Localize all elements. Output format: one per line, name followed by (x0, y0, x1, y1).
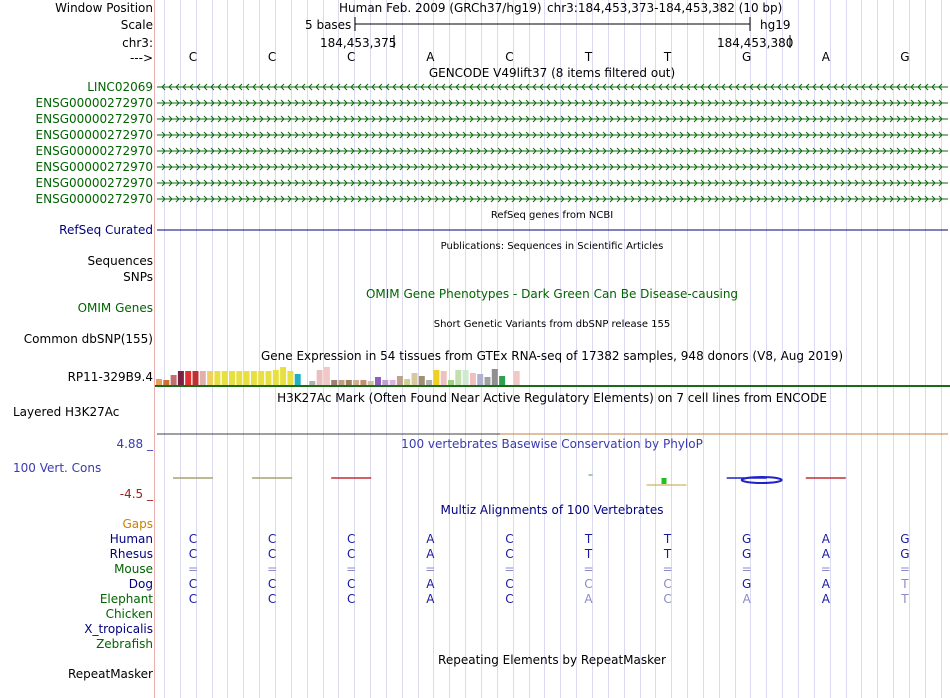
gencode-item-label: ENSG00000272970 (35, 192, 153, 206)
aligned-base: = (899, 562, 910, 576)
gtex-tissue-bar (331, 380, 337, 385)
gtex-tissue-bar (244, 371, 250, 385)
gtex-tissue-bar (171, 375, 177, 385)
aligned-base: G (900, 532, 910, 546)
gtex-tissue-bar (317, 370, 323, 385)
aligned-base: C (505, 532, 514, 546)
aligned-base: G (742, 577, 752, 591)
aligned-base: A (821, 577, 830, 591)
aligned-base: C (584, 577, 593, 591)
assembly-title: Human Feb. 2009 (GRCh37/hg19) (339, 1, 542, 15)
gtex-tissue-bar (258, 371, 264, 385)
aligned-base: C (267, 532, 277, 546)
scale-db-label: hg19 (760, 18, 791, 32)
ruler-base: C (188, 50, 198, 64)
gencode-item-label: ENSG00000272970 (35, 160, 153, 174)
aligned-base: = (187, 562, 199, 576)
gtex-tissue-bar (441, 371, 447, 385)
aligned-base: = (820, 562, 831, 576)
aligned-base: G (900, 547, 910, 561)
species-label: Chicken (105, 607, 153, 621)
gtex-tissue-bar (309, 381, 315, 385)
aligned-base: C (188, 592, 198, 606)
chrom-label: chr3: (122, 36, 153, 50)
gtex-tissue-bar (339, 380, 345, 385)
gtex-tissue-bar (287, 371, 293, 385)
gtex-tissue-bar (492, 369, 498, 385)
strand-label: ---> (129, 51, 153, 65)
ruler-base: A (426, 50, 435, 64)
phylop-track-label[interactable]: 100 Vert. Cons (13, 461, 102, 475)
aligned-base: G (742, 547, 752, 561)
gtex-tissue-bar (368, 381, 374, 385)
ruler-base: T (663, 50, 672, 64)
ruler-base: G (900, 50, 910, 64)
rmsk-track-title[interactable]: Repeating Elements by RepeatMasker (438, 653, 666, 667)
gtex-track-title[interactable]: Gene Expression in 54 tissues from GTEx RNA-seq of 17382 samples, 948 donors (V8, Aug 2019) (260, 349, 844, 363)
gtex-tissue-bar (390, 380, 396, 385)
gencode-item-label: ENSG00000272970 (35, 128, 153, 142)
gtex-tissue-bar (178, 371, 184, 385)
aligned-base: A (426, 532, 435, 546)
aligned-base: T (901, 592, 909, 606)
gencode-item-label: ENSG00000272970 (35, 112, 153, 126)
publications-track-title[interactable]: Publications: Sequences in Scientific Articles (440, 241, 664, 252)
gtex-tissue-bar (499, 376, 505, 385)
h3k27ac-track-title[interactable]: H3K27Ac Mark (Often Found Near Active Regulatory Elements) on 7 cell lines from ENCODE (277, 391, 827, 405)
refseq-track-title[interactable]: RefSeq genes from NCBI (490, 210, 614, 221)
phylop-max-label: 4.88 _ (116, 437, 153, 451)
gtex-tissue-bar (419, 376, 425, 385)
gtex-tissue-bar (236, 371, 242, 385)
gtex-tissue-bar (426, 380, 432, 385)
aligned-base: = (662, 562, 673, 576)
gtex-tissue-bar (375, 377, 381, 385)
gtex-tissue-bar (200, 371, 206, 385)
aligned-base: A (742, 592, 751, 606)
dbsnp-track-title[interactable]: Short Genetic Variants from dbSNP release 155 (433, 319, 671, 330)
gtex-tissue-bar (346, 380, 352, 385)
coord-right: 184,453,380 (717, 36, 794, 50)
ruler-base: C (346, 50, 356, 64)
aligned-base: C (663, 577, 672, 591)
gtex-tissue-bar (273, 370, 279, 385)
gtex-tissue-bar (470, 373, 476, 385)
aligned-base: C (346, 532, 356, 546)
phylop-min-label: -4.5 _ (119, 487, 153, 501)
aligned-base: C (505, 577, 514, 591)
aligned-base: A (426, 592, 435, 606)
gtex-tissue-bar (295, 374, 301, 385)
position-title: chr3:184,453,373-184,453,382 (10 bp) (547, 1, 783, 15)
gtex-gene-label[interactable]: RP11-329B9.4 (67, 370, 153, 384)
gtex-tissue-bar (485, 377, 491, 385)
gencode-item-label: ENSG00000272970 (35, 176, 153, 190)
refseq-track-label[interactable]: RefSeq Curated (59, 223, 153, 237)
aligned-base: A (821, 592, 830, 606)
aligned-base: T (901, 577, 909, 591)
ruler-base: G (742, 50, 752, 64)
aligned-base: C (267, 577, 277, 591)
gtex-tissue-bar (455, 370, 461, 385)
dbsnp-track-label[interactable]: Common dbSNP(155) (23, 332, 153, 346)
aligned-base: A (426, 577, 435, 591)
aligned-base: = (741, 562, 752, 576)
aligned-base: = (346, 562, 357, 576)
phylop-positive-mark (662, 478, 667, 484)
gtex-tissue-bar (229, 371, 235, 385)
h3k27ac-track-label[interactable]: Layered H3K27Ac (13, 405, 120, 419)
aligned-base: T (584, 532, 593, 546)
gencode-item-label: ENSG00000272970 (35, 96, 153, 110)
snps-track-label[interactable]: SNPs (123, 270, 153, 284)
gtex-tissue-bar (477, 374, 483, 385)
gtex-tissue-bar (397, 376, 403, 385)
species-label: Elephant (99, 592, 153, 606)
aligned-base: A (584, 592, 593, 606)
gtex-tissue-bar (382, 380, 388, 385)
aligned-base: C (505, 592, 514, 606)
aligned-base: C (663, 592, 672, 606)
aligned-base: A (821, 532, 830, 546)
gtex-tissue-bar (433, 370, 439, 385)
multiz-track-title[interactable]: Multiz Alignments of 100 Vertebrates (440, 503, 664, 517)
gtex-tissue-bar (185, 371, 191, 385)
aligned-base: C (505, 547, 514, 561)
aligned-base: C (346, 577, 356, 591)
species-label: Rhesus (109, 547, 153, 561)
window-position-label: Window Position (55, 1, 153, 15)
gtex-tissue-bar (412, 373, 418, 385)
species-label: Dog (128, 577, 153, 591)
gtex-tissue-bar (360, 380, 366, 385)
ruler-base: T (584, 50, 593, 64)
gtex-tissue-bar (353, 380, 359, 385)
omim-track-title[interactable]: OMIM Gene Phenotypes - Dark Green Can Be Disease-causing (365, 287, 739, 301)
aligned-base: T (663, 532, 672, 546)
species-label: Human (109, 532, 153, 546)
aligned-base: C (188, 532, 198, 546)
scale-label: Scale (120, 18, 153, 32)
aligned-base: T (584, 547, 593, 561)
gtex-tissue-bar (207, 371, 213, 385)
aligned-base: C (267, 592, 277, 606)
aligned-base: C (188, 577, 198, 591)
phylop-negative-mark (742, 477, 782, 483)
gtex-tissue-bar (463, 370, 469, 385)
scale-bar-text: 5 bases (305, 18, 352, 32)
gtex-tissue-bar (280, 367, 286, 385)
aligned-base: C (346, 592, 356, 606)
aligned-base: = (267, 562, 278, 576)
phylop-track-title[interactable]: 100 vertebrates Basewise Conservation by PhyloP (401, 437, 703, 451)
gencode-item-label: ENSG00000272970 (35, 144, 153, 158)
aligned-base: = (425, 562, 436, 576)
gtex-tissue-bar (251, 371, 257, 385)
aligned-base: = (583, 562, 594, 576)
rmsk-track-label[interactable]: RepeatMasker (67, 667, 153, 681)
ruler-base: A (821, 50, 830, 64)
gtex-tissue-bar (324, 367, 330, 385)
gaps-label: Gaps (122, 517, 153, 531)
coord-left: 184,453,375 (320, 36, 397, 50)
aligned-base: C (346, 547, 356, 561)
aligned-base: A (426, 547, 435, 561)
omim-track-label[interactable]: OMIM Genes (77, 301, 153, 315)
aligned-base: C (188, 547, 198, 561)
gtex-tissue-bar (163, 380, 169, 385)
gtex-tissue-bar (222, 371, 228, 385)
species-label: Zebrafish (96, 637, 153, 651)
aligned-base: T (663, 547, 672, 561)
aligned-base: C (267, 547, 277, 561)
gtex-tissue-bar (266, 371, 272, 385)
gtex-tissue-bar (156, 379, 162, 385)
gtex-tissue-bar (404, 379, 410, 385)
gtex-tissue-bar (514, 371, 520, 385)
sequences-track-label[interactable]: Sequences (87, 254, 153, 268)
gencode-item-label: LINC02069 (87, 80, 153, 94)
gtex-tissue-bar (193, 371, 199, 385)
aligned-base: = (504, 562, 515, 576)
species-label: Mouse (114, 562, 153, 576)
species-label: X_tropicalis (84, 622, 153, 636)
ruler-base: C (505, 50, 514, 64)
ruler-base: C (267, 50, 277, 64)
gencode-track-title[interactable]: GENCODE V49lift37 (8 items filtered out) (428, 66, 676, 80)
aligned-base: A (821, 547, 830, 561)
aligned-base: G (742, 532, 752, 546)
gtex-tissue-bar (214, 371, 220, 385)
gtex-tissue-bar (448, 380, 454, 385)
